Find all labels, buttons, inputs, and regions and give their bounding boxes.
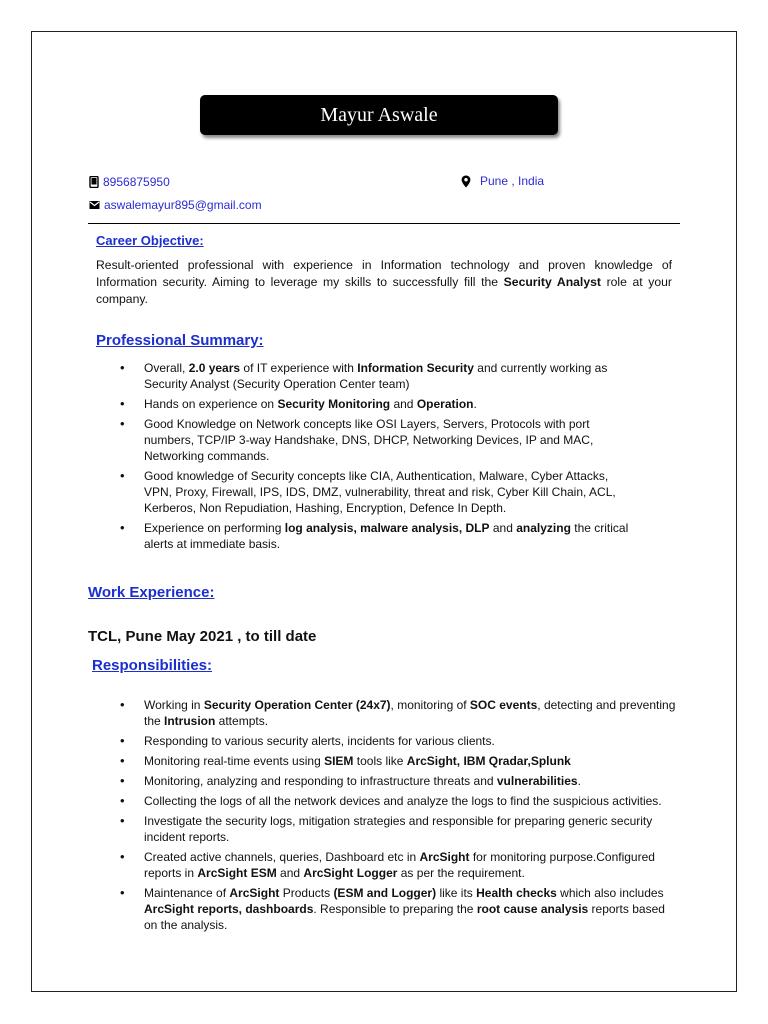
phone-number[interactable]: 8956875950: [103, 175, 170, 189]
work-experience-heading: Work Experience:: [88, 584, 215, 601]
list-item: • Maintenance of ArcSight Products (ESM and Logger) like its Health checks which also includes ArcSight reports, dashboards. Responsible to preparing the root cause analysis reports based on the analysis.: [118, 885, 678, 933]
list-item: • Overall, 2.0 years of IT experience with Information Security and currently working as Security Analyst (Security Operation Center team): [118, 360, 638, 392]
responsibilities-heading: Responsibilities:: [92, 657, 213, 674]
list-item: • Hands on experience on Security Monitoring and Operation.: [118, 396, 638, 412]
list-item: • Collecting the logs of all the network devices and analyze the logs to find the suspicious activities.: [118, 793, 678, 809]
location-text: Pune , India: [480, 174, 545, 188]
professional-summary-heading: Professional Summary:: [96, 332, 264, 349]
list-item: • Monitoring real-time events using SIEM tools like ArcSight, IBM Qradar,Splunk: [118, 753, 678, 769]
candidate-name: Mayur Aswale: [320, 103, 438, 126]
list-item: • Experience on performing log analysis, malware analysis, DLP and analyzing the critical alerts at immediate basis.: [118, 520, 638, 552]
company-title: TCL, Pune May 2021 , to till date: [88, 628, 317, 645]
header-divider: [88, 223, 680, 224]
list-item: • Monitoring, analyzing and responding to infrastructure threats and vulnerabilities.: [118, 773, 678, 789]
list-item: • Working in Security Operation Center (24x7), monitoring of SOC events, detecting and preventing the Intrusion attempts.: [118, 697, 678, 729]
email-contact: [89, 198, 262, 212]
list-item: • Investigate the security logs, mitigation strategies and responsible for preparing generic security incident reports.: [118, 813, 678, 845]
responsibilities-list: [118, 697, 678, 937]
location-contact: [461, 174, 544, 188]
name-banner: [200, 95, 558, 135]
list-item: • Responding to various security alerts, incidents for various clients.: [118, 733, 678, 749]
career-objective-text: Result-oriented professional with experience in Information technology and proven knowledge of Information security. Aiming to leverage my skills to successfully fill the Security Analyst role at your company.: [96, 258, 672, 306]
list-item: • Created active channels, queries, Dashboard etc in ArcSight for monitoring purpose.Configured reports in ArcSight ESM and ArcSight Logger as per the requirement.: [118, 849, 678, 881]
phone-icon: [89, 176, 99, 188]
career-objective-heading: Career Objective:: [96, 233, 204, 248]
summary-list: [118, 360, 638, 556]
phone-contact: [89, 175, 170, 189]
email-address[interactable]: aswalemayur895@gmail.com: [104, 198, 262, 212]
map-pin-icon: [461, 175, 471, 188]
list-item: • Good knowledge of Security concepts like CIA, Authentication, Malware, Cyber Attacks, VPN, Proxy, Firewall, IPS, IDS, DMZ, vulnerability, threat and risk, Cyber Kill Chain, ACL, Kerberos, Non Repudiation, Hashing, Encryption, Defence In Depth.: [118, 468, 638, 516]
list-item: • Good Knowledge on Network concepts like OSI Layers, Servers, Protocols with port numbers, TCP/IP 3-way Handshake, DNS, DHCP, Networking Devices, IP and MAC, Networking commands.: [118, 416, 638, 464]
envelope-icon: [89, 200, 100, 210]
